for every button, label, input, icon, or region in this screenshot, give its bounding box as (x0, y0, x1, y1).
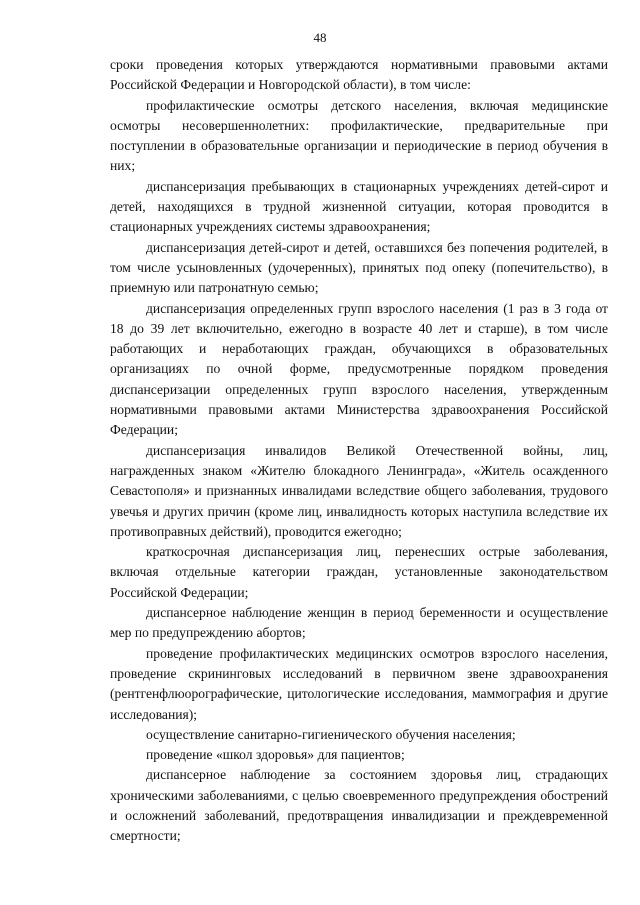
paragraph: диспансеризация инвалидов Великой Отечественной войны, лиц, награжденных знаком «Жителю блокадного Ленинграда», «Житель осажденного Севастополя» и признанных инвалидами вследствие общего заболевания, трудового увечья и других причин (кроме лиц, инвалидность которых наступила вследствие их противоправных действий), проводится ежегодно; (110, 442, 608, 539)
paragraph: проведение профилактических медицинских осмотров взрослого населения, проведение скрининговых исследований в первичном звене здравоохранения (рентгенфлюорографические, цитологические исследования, маммография и другие исследования); (110, 645, 608, 722)
paragraph: диспансеризация детей-сирот и детей, оставшихся без попечения родителей, в том числе усыновленных (удочеренных), принятых под опеку (попечительство), в приемную или патронатную семью; (110, 239, 608, 296)
paragraph: профилактические осмотры детского населения, включая медицинские осмотры несовершеннолетних: профилактические, предварительные при поступлении в образовательные организации и периодические в период обучения в них; (110, 97, 608, 174)
paragraph: проведение «школ здоровья» для пациентов; (146, 747, 405, 763)
page-number: 48 (313, 30, 327, 45)
paragraph: осуществление санитарно-гигиенического обучения населения; (146, 726, 516, 742)
paragraph: диспансеризация определенных групп взрослого населения (1 раз в 3 года от 18 до 39 лет включительно, ежегодно в возрасте 40 лет и старше), в том числе работающих и неработающих граждан, обучающихся в образовательных организациях по очной форме, предусмотренные порядком проведения диспансеризации определенных групп взрослого населения, утвержденным нормативными правовыми актами Министерства здравоохранения Российской Федерации; (110, 300, 608, 438)
paragraph: диспансерное наблюдение за состоянием здоровья лиц, страдающих хроническими заболеваниями, с целью своевременного предупреждения обострений и осложнений заболеваний, предотвращения инвалидизации и преждевременной смертности; (110, 767, 608, 844)
paragraph: краткосрочная диспансеризация лиц, перенесших острые заболевания, включая отдельные категории граждан, установленные законодательством Российской Федерации; (110, 544, 608, 600)
paragraph: сроки проведения которых утверждаются нормативными правовыми актами Российской Федерации и Новгородской области), в том числе: (110, 57, 608, 93)
document-body (110, 55, 608, 847)
paragraph: диспансеризация пребывающих в стационарных учреждениях детей-сирот и детей, находящихся в трудной жизненной ситуации, которая проводится в стационарных учреждениях системы здравоохранения; (110, 178, 608, 235)
paragraph: диспансерное наблюдение женщин в период беременности и осуществление мер по предупреждению абортов; (110, 605, 608, 641)
